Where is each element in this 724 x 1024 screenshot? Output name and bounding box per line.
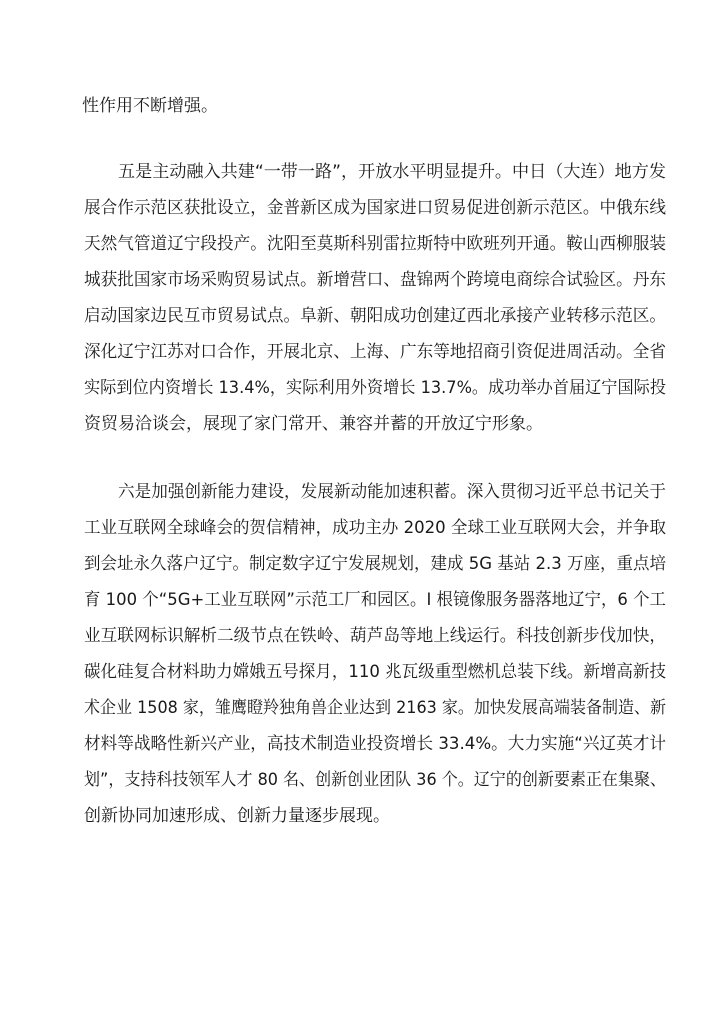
text-line (0, 582, 724, 618)
text-line-content: 性作用不断增强。 (82, 96, 218, 116)
text-line-content: 城获批国家市场采购贸易试点。新增营口、盘锦两个跨境电商综合试验区。丹东 (84, 270, 666, 290)
text-line (0, 798, 724, 834)
text-line-content: 六是加强创新能力建设，发展新动能加速积蓄。深入贯彻习近平总书记关于 (118, 482, 666, 502)
text-line (0, 262, 724, 298)
text-line (0, 226, 724, 262)
text-line (0, 406, 724, 442)
text-line (0, 762, 724, 798)
text-line (0, 510, 724, 546)
text-line-content: 展合作示范区获批设立，金普新区成为国家进口贸易促进创新示范区。中俄东线 (84, 198, 666, 218)
text-line-content: 育 100 个“5G+工业互联网”示范工厂和园区。I 根镜像服务器落地辽宁，6 个工 (84, 590, 666, 610)
text-line-content: 业互联网标识解析二级节点在铁岭、葫芦岛等地上线运行。科技创新步伐加快， (84, 626, 666, 646)
text-line (0, 690, 724, 726)
text-line-content: 创新协同加速形成、创新力量逐步展现。 (84, 806, 390, 826)
text-line (0, 474, 724, 510)
text-line (0, 546, 724, 582)
text-line-content: 资贸易洽谈会，展现了家门常开、兼容并蓄的开放辽宁形象。 (84, 414, 543, 434)
text-line (0, 654, 724, 690)
text-line (0, 154, 724, 190)
text-line-content: 到会址永久落户辽宁。制定数字辽宁发展规划，建成 5G 基站 2.3 万座，重点培 (84, 554, 666, 574)
text-line (0, 370, 724, 406)
text-line-content: 启动国家边民互市贸易试点。阜新、朝阳成功创建辽西北承接产业转移示范区。 (84, 306, 666, 326)
text-line (0, 726, 724, 762)
text-line-content: 划”，支持科技领军人才 80 名、创新创业团队 36 个。辽宁的创新要素正在集聚、 (84, 770, 666, 790)
text-line-content: 工业互联网全球峰会的贺信精神，成功主办 2020 全球工业互联网大会，并争取 (84, 518, 666, 538)
text-line (0, 298, 724, 334)
text-line-content: 实际到位内资增长 13.4%，实际利用外资增长 13.7%。成功举办首届辽宁国际投 (84, 378, 666, 398)
text-line-content: 碳化硅复合材料助力嫦娥五号探月，110 兆瓦级重型燃机总装下线。新增高新技 (84, 662, 666, 682)
text-line (0, 334, 724, 370)
text-line-content: 天然气管道辽宁段投产。沈阳至莫斯科别雷拉斯特中欧班列开通。鞍山西柳服装 (84, 234, 666, 254)
text-line-content: 材料等战略性新兴产业，高技术制造业投资增长 33.4%。大力实施“兴辽英才计 (84, 734, 666, 754)
text-line (0, 190, 724, 226)
text-line (0, 88, 724, 124)
text-line (0, 618, 724, 654)
text-line-content: 五是主动融入共建“一带一路”，开放水平明显提升。中日（大连）地方发 (118, 162, 666, 182)
text-line-content: 深化辽宁江苏对口合作，开展北京、上海、广东等地招商引资促进周活动。全省 (84, 342, 666, 362)
text-line-content: 术企业 1508 家，雏鹰瞪羚独角兽企业达到 2163 家。加快发展高端装备制造、新 (84, 698, 666, 718)
